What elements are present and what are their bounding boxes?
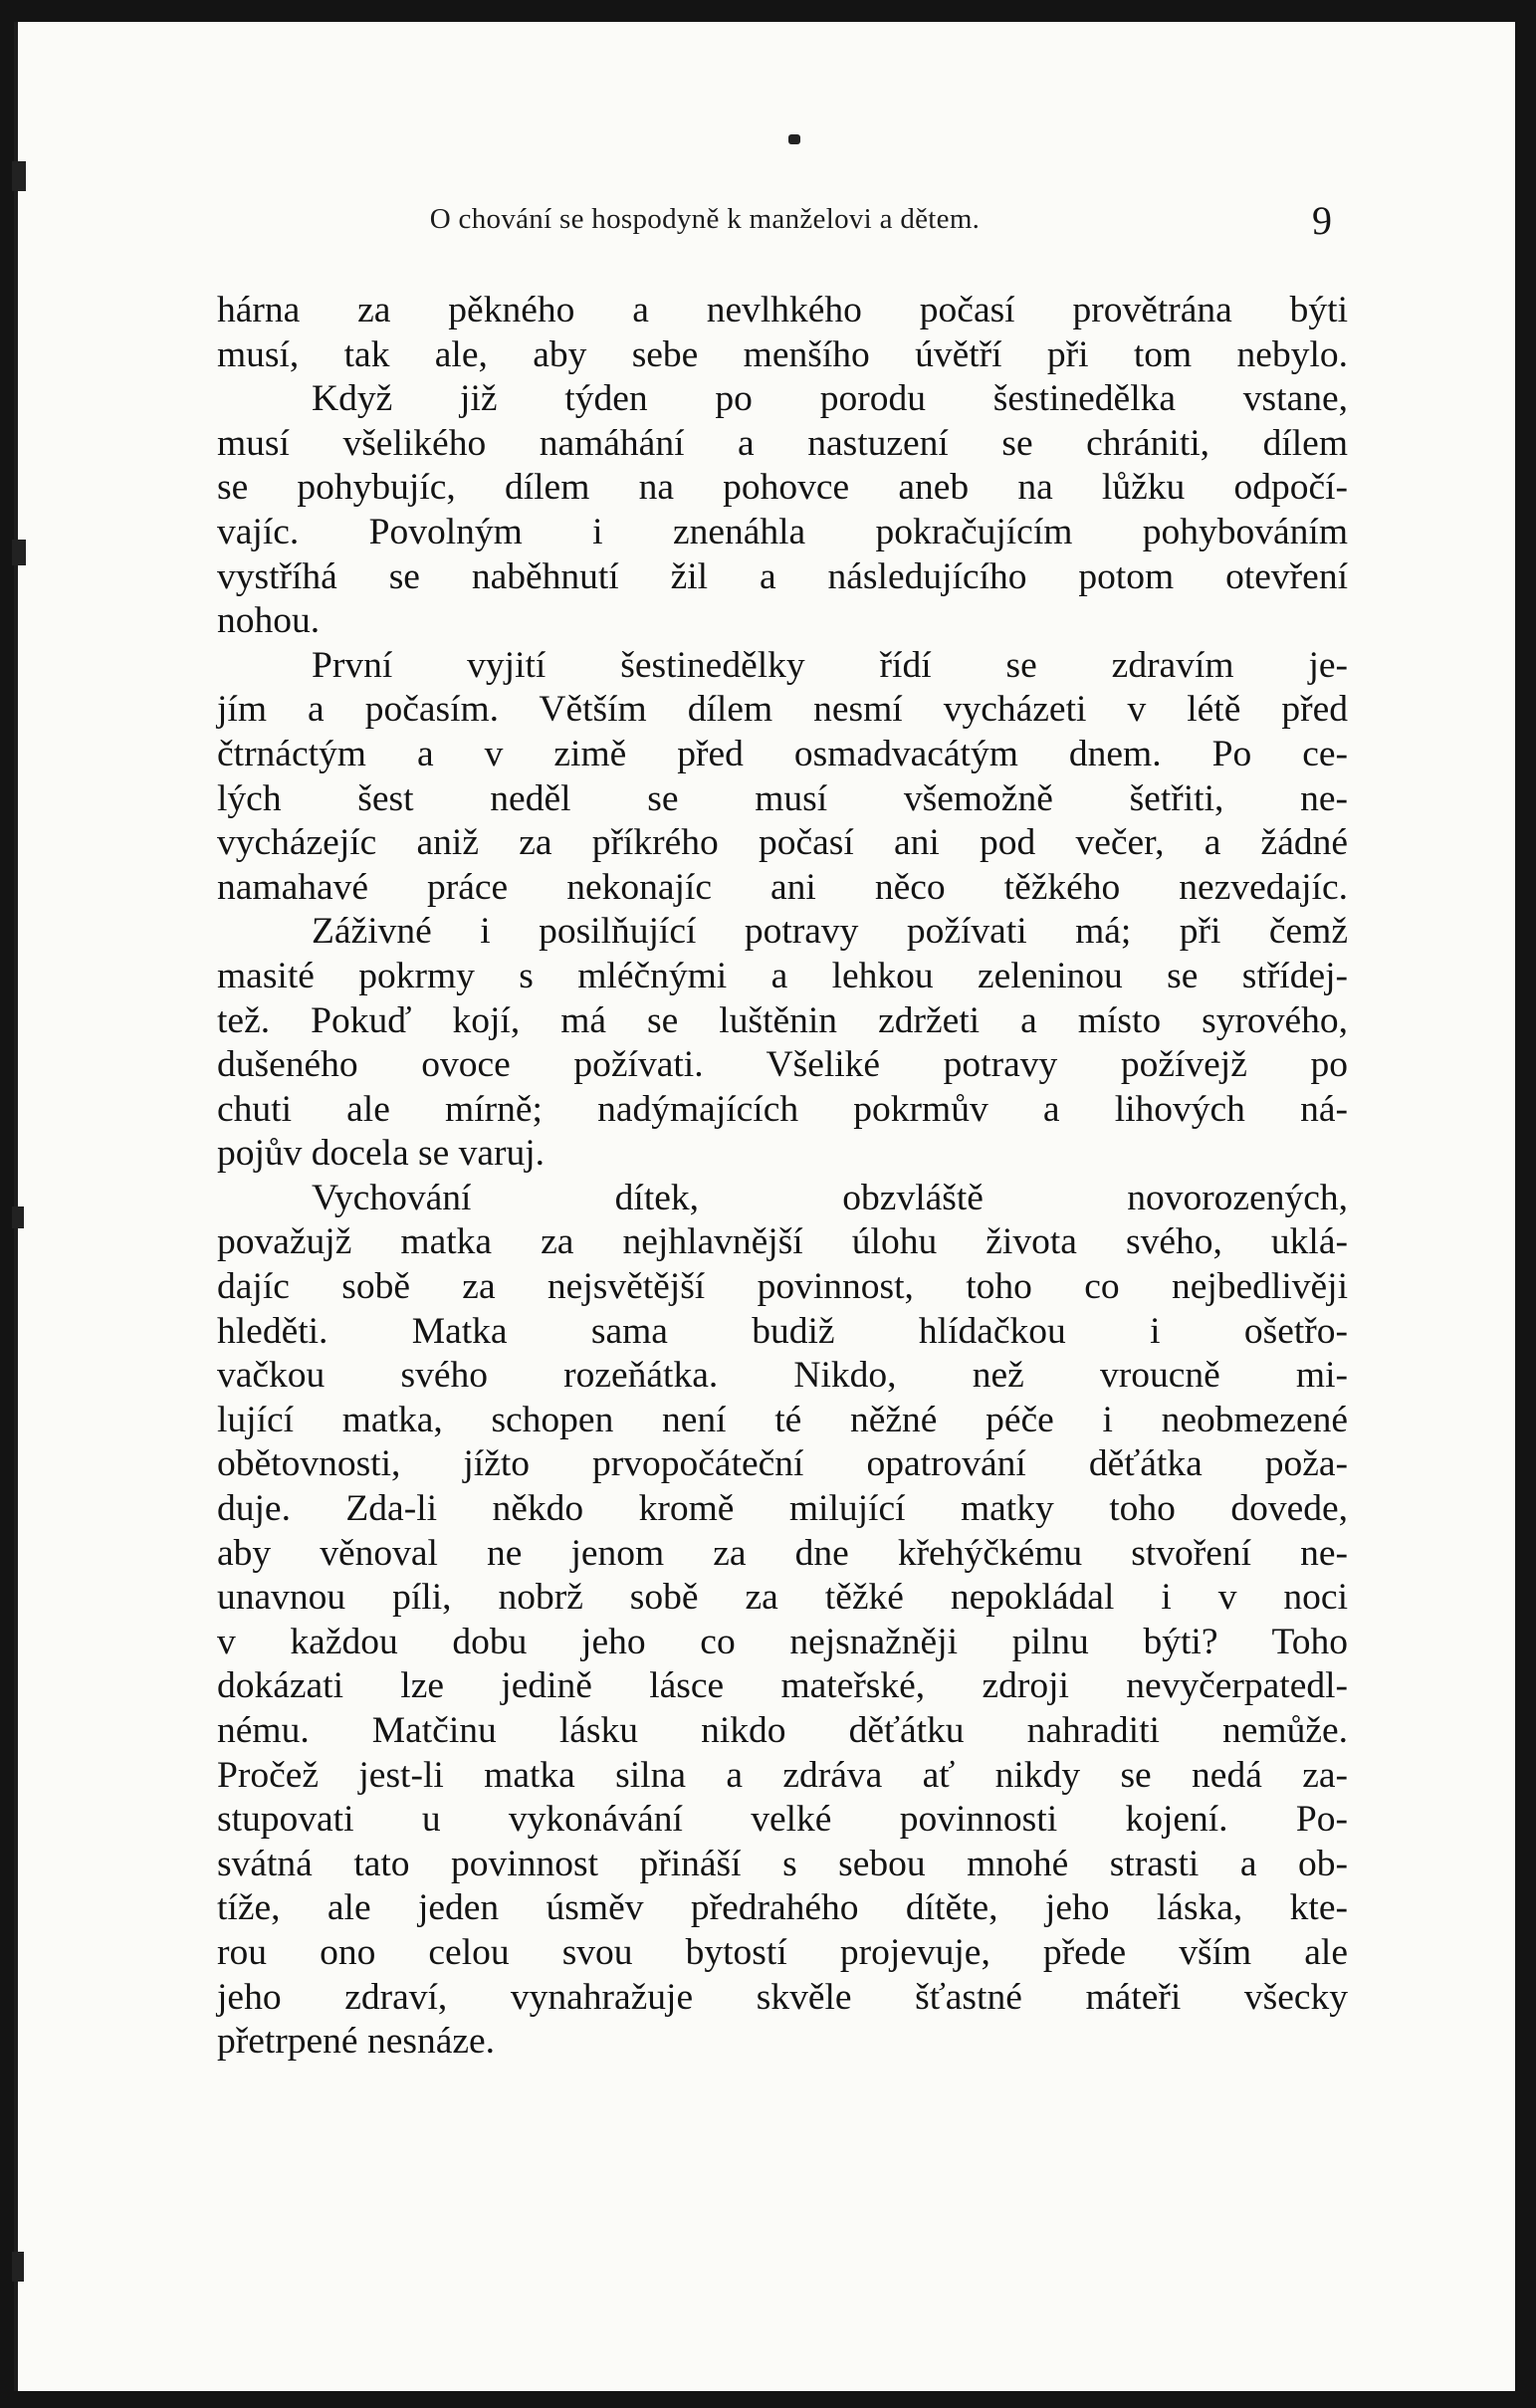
page-header <box>217 198 1362 253</box>
text-line: lých šest neděl se musí všemožně šetřiti, ne- <box>217 777 1348 819</box>
text-line: vycházejíc aniž za příkrého počasí ani pod večer, a žádné <box>217 822 1348 864</box>
text-line: stupovati u vykonávání velké povinnosti kojení. Po- <box>217 1799 1348 1841</box>
binding-mark <box>12 2252 24 2282</box>
text-line: dokázati lze jedině lásce mateřské, zdroji nevyčerpatedl- <box>217 1665 1348 1707</box>
text-line: namahavé práce nekonajíc ani něco těžkého nezvedajíc. <box>217 866 1348 908</box>
text-line: nému. Matčinu lásku nikdo děťátku nahraditi nemůže. <box>217 1710 1348 1751</box>
text-line: hleděti. Matka sama budiž hlídačkou i ošetřo- <box>217 1310 1348 1352</box>
text-line: aby věnoval ne jenom za dne křehýčkému stvoření ne- <box>217 1532 1348 1574</box>
text-line: dajíc sobě za nejsvětější povinnost, toho co nejbedlivěji <box>217 1266 1348 1308</box>
text-line: obětovnosti, jížto prvopočáteční opatrování děťátka poža- <box>217 1443 1348 1485</box>
text-line: Záživné i posilňující potravy požívati má; při čemž <box>312 911 1348 953</box>
running-head: O chování se hospodyně k manželovi a dětem. <box>429 203 981 235</box>
text-line: musí, tak ale, aby sebe menšího úvětří při tom nebylo. <box>217 333 1348 375</box>
text-line: vačkou svého rozeňátka. Nikdo, než vroucně mi- <box>217 1355 1348 1397</box>
text-line: se pohybujíc, dílem na pohovce aneb na lůžku odpočí- <box>217 467 1348 509</box>
binding-mark <box>12 1206 24 1228</box>
text-line: chuti ale mírně; nadýmajících pokrmův a lihových ná- <box>217 1088 1348 1130</box>
binding-mark <box>12 161 26 191</box>
body-text <box>217 289 1348 2065</box>
text-line: pojův docela se varuj. <box>217 1133 546 1175</box>
page-number: 9 <box>1312 198 1332 243</box>
text-line: dušeného ovoce požívati. Všeliké potravy požívejž po <box>217 1044 1348 1086</box>
text-line: Když již týden po porodu šestinedělka vstane, <box>312 378 1348 420</box>
text-line: nohou. <box>217 600 321 642</box>
ink-dot <box>788 134 800 144</box>
text-line: masité pokrmy s mléčnými a lehkou zeleninou se střídej- <box>217 955 1348 996</box>
text-line: První vyjití šestinedělky řídí se zdravím je- <box>312 644 1348 686</box>
text-line: jím a počasím. Větším dílem nesmí vycházeti v létě před <box>217 689 1348 731</box>
text-line: tež. Pokuď kojí, má se luštěnin zdržeti a místo syrového, <box>217 999 1348 1041</box>
text-line: lující matka, schopen není té něžné péče i neobmezené <box>217 1399 1348 1440</box>
text-line: vajíc. Povolným i znenáhla pokračujícím pohybováním <box>217 511 1348 552</box>
text-line: duje. Zda-li někdo kromě milující matky toho dovede, <box>217 1488 1348 1530</box>
book-page <box>14 22 1515 2391</box>
text-line: rou ono celou svou bytostí projevuje, přede vším ale <box>217 1931 1348 1973</box>
text-line: Vychování dítek, obzvláště novorozených, <box>312 1177 1348 1218</box>
text-line: Pročež jest-li matka silna a zdráva ať nikdy se nedá za- <box>217 1754 1348 1796</box>
text-line: unavnou píli, nobrž sobě za těžké nepokládal i v noci <box>217 1577 1348 1619</box>
text-line: vystříhá se naběhnutí žil a následujícího potom otevření <box>217 555 1348 597</box>
text-line: považujž matka za nejhlavnější úlohu života svého, uklá- <box>217 1221 1348 1263</box>
text-line: hárna za pěkného a nevlhkého počasí provětrána býti <box>217 290 1348 330</box>
text-line: přetrpené nesnáze. <box>217 2021 495 2063</box>
text-line: tíže, ale jeden úsměv předrahého dítěte, jeho láska, kte- <box>217 1887 1348 1929</box>
text-line: musí všelikého namáhání a nastuzení se chrániti, dílem <box>217 422 1348 464</box>
text-line: čtrnáctým a v zimě před osmadvacátým dnem. Po ce- <box>217 733 1348 774</box>
text-line: v každou dobu jeho co nejsnažněji pilnu býti? Toho <box>217 1621 1348 1662</box>
binding-mark <box>12 540 26 565</box>
text-line: jeho zdraví, vynahražuje skvěle šťastné máteři všecky <box>217 1976 1348 2018</box>
text-line: svátná tato povinnost přináší s sebou mnohé strasti a ob- <box>217 1843 1348 1884</box>
